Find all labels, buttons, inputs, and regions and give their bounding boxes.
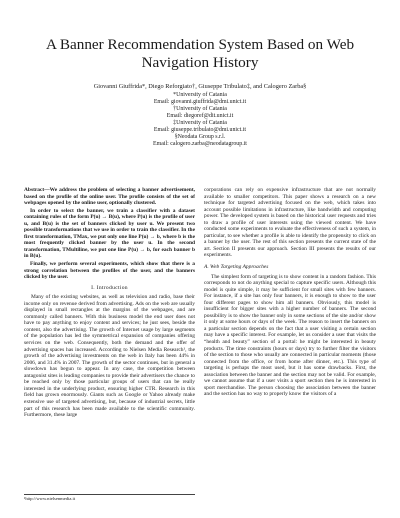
section-body [24, 294, 195, 418]
affiliation-line: Email: giuseppe.tribulato@dmi.unict.it [153, 127, 247, 133]
abstract [24, 187, 195, 281]
affiliation-line: *University of Catania [173, 92, 227, 98]
affiliation-line: Email: calogero.zarba@neodatagroup.it [153, 141, 247, 147]
affiliation-line: Email: giovanni.giuffrida@dmi.unict.it [153, 99, 247, 105]
affiliation-line: ‡University of Catania [173, 120, 227, 126]
affiliation-line: Email: diegoref@dit.unict.it [166, 113, 234, 119]
author-block [20, 83, 380, 148]
section-heading: I. Introduction [91, 284, 128, 291]
abstract-paragraph: Abstract—We address the problem of selecting a banner advertisement, based on the profile of the online user. The profile consists of the set of webpages opened by the online user, optionally clustered. [24, 187, 195, 207]
body-paragraph: corporations can rely on expensive infrastructure that are not normally available to smaller competitors. This paper shows a research on a new technique for targeted advertising focused on the web, which takes into account possible limitations in infrastructure, like bandwidth and computing power. The developed system is based on the historical user requests and tries to draw a profile of user interests using the viewed content. We have conducted some experiments to evaluate the effectiveness of such a system, in particular, to see whether a profile is able to identify the propensity to click on a banner by the user. The rest of this section presents the current state of the art. Section II presents our approach. Section III presents the results of our experiments. [204, 187, 376, 259]
body-paragraph: Many of the existing websites, as well as television and radio, base their income only on revenue derived from advertising. Ads on the web are usually displayed in small rectangles at the margins of the webpages, and are commonly called banners. With this business model the end user does not have to pay anything to enjoy content and services; he just sees, beside the content, also the advertising. The growth of Internet usage by large segments of the population has led the symmetrical expansion of companies offering services on the web. Consequently, both the demand and the offer of advertising spaces has increased. According to Nielsen Media Research¹, the growth of the advertising investments on the web in Italy has been 44% in 2006, and 31.4% in 2007. The growth of the sector continues, but in general a slowdown has begun to appear. In any case, the competition between antagonist sites is leading companies to provide their advertisers the chance to be reached only by those particular groups of users that can be really interested in the underlying product, ensuring higher CTR. Research in this field has grown enormously. Giants such as Google or Yahoo already make extensive use of targeted advertising, but, because of industrial secrets, little part of this research has been made available to the scientific community. Furthermore, these large [24, 294, 195, 419]
affiliation-line: †University of Catania [173, 106, 227, 112]
section-body [204, 187, 376, 259]
abstract-paragraph: In order to select the banner, we train a classifier with a dataset containing rules of the form P(u) → B(u), where P(u) is the profile of user u, and B(u) is the set of banners clicked by user u. We present two possible transformations that we use in order to train the classifier. In the first transformation, TMax, we put only one line P(u) → b, where b is the most frequently clicked banner by the user u. In the second transformation, TMultiline, we put one line P(u) → b, for each banner b in B(u). [24, 207, 195, 260]
right-column [204, 187, 376, 398]
footnote: ¹http://www.nielsenmedia.it [24, 494, 195, 502]
affiliation-line: §Neodata Group s.r.l. [174, 134, 226, 140]
left-column [24, 187, 195, 419]
subsection-heading: A. Web Targeting Approaches [204, 264, 269, 271]
author-names: Giovanni Giuffrida*, Diego Reforgiato†, Giuseppe Tribulato‡, and Calogero Zarba§ [93, 83, 307, 90]
paper-title: A Banner Recommendation System Based on Web Navigation History [45, 36, 355, 71]
body-paragraph: The simplest form of targeting is to show content in a random fashion. This corresponds to not do anything special to capture specific users. Although this model is quite simple, it may be sufficient for small sites with few banners. For instance, if a site has only four banners, it is enough to show to the user four different pages to show him all banners. Obviously, this model is insufficient for bigger sites with a higher number of banners. The second possibility is to show the banner only in some sections of the site and/or show it only at some hours or days of the week. The reason to insert the banners on a particular section depends on the fact that a user visiting a certain section may have a specific interest. For example, let us consider a user that visits the “health and beauty” section of a portal: he might be interested in beauty products. The time constraints (hours or days) try to further filter the visitors of the section to those who usually are connected in particular moments (those connected from the office, or from home after dinner, etc.). This type of targeting is perhaps the most used, but it has some drawbacks. First, the association between the banner and the section may not be valid. For example, we cannot assume that if a user visits a sport section then he is interested in sport merchandise. The person choosing the association between the banner and the section has no way to properly know the visitors of a [204, 273, 376, 398]
subsection-body [204, 274, 376, 398]
abstract-paragraph: Finally, we perform several experiments, which show that there is a strong correlation between the profiles of the user, and the banners clicked by the user. [24, 261, 195, 281]
